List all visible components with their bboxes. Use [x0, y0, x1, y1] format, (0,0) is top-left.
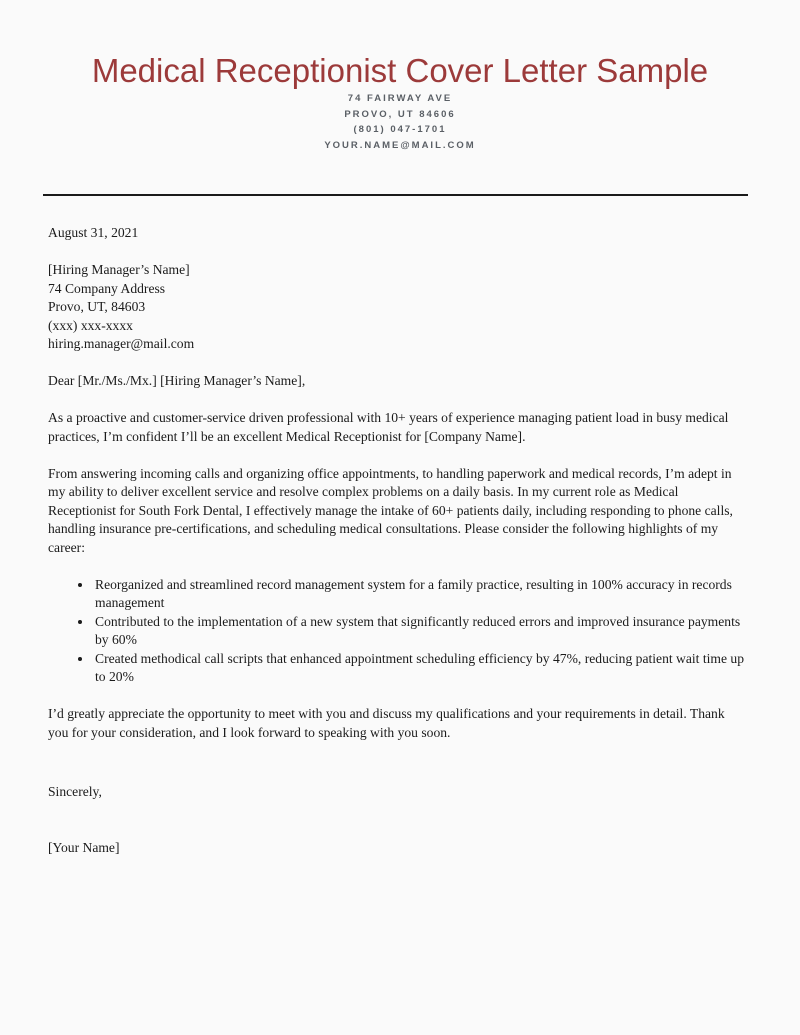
- letter-date: August 31, 2021: [48, 225, 139, 240]
- recipient-email: hiring.manager@mail.com: [48, 336, 195, 351]
- contact-info: [0, 91, 800, 153]
- recipient-city-state-zip: Provo, UT, 84603: [48, 299, 146, 314]
- paragraph-intro: As a proactive and customer-service driven professional with 10+ years of experience managing patient load in busy medical practices, I’m confident I’ll be an excellent Medical Receptionist for [Company Name].: [48, 410, 729, 444]
- header-divider: [43, 194, 748, 196]
- contact-street-address: 74 FAIRWAY AVE: [347, 93, 453, 104]
- contact-email: YOUR.NAME@MAIL.COM: [324, 139, 476, 151]
- recipient-phone: (xxx) xxx-xxxx: [48, 317, 133, 333]
- signature-name: [Your Name]: [48, 839, 120, 855]
- sign-off: Sincerely,: [48, 784, 102, 799]
- recipient-name: [Hiring Manager’s Name]: [48, 262, 190, 277]
- salutation: Dear [Mr./Ms./Mx.] [Hiring Manager’s Name],: [48, 373, 306, 388]
- letter-body: [48, 224, 748, 857]
- highlights-list: [48, 576, 748, 687]
- highlight-item-system: • Contributed to the implementation of a new system that significantly reduced errors and improved insurance payments by 60%: [93, 613, 748, 650]
- letterhead: [0, 52, 800, 196]
- contact-city-state-zip: PROVO, UT 84606: [344, 108, 456, 120]
- closing-paragraph: I’d greatly appreciate the opportunity to meet with you and discuss my qualifications and your requirements in detail. Thank you for your consideration, and I look forward to speaking with you soon.: [48, 706, 725, 740]
- recipient-block: [48, 261, 748, 354]
- paragraph-experience: From answering incoming calls and organizing office appointments, to handling paperwork and medical records, I’m adept in my ability to deliver excellent service and resolve complex problems on a daily basis. In my current role as Medical Receptionist for South Fork Dental, I effectively manage the intake of 60+ patients daily, including responding to phone calls, handling insurance pre-certifications, and scheduling medical consultations. Please consider the following highlights of my career:: [48, 465, 733, 555]
- page-title: Medical Receptionist Cover Letter Sample: [91, 52, 709, 89]
- highlight-item-call-scripts: • Created methodical call scripts that enhanced appointment scheduling efficiency by 47%, reducing patient wait time up to 20%: [93, 650, 748, 687]
- contact-phone: (801) 047-1701: [353, 124, 447, 135]
- highlight-item-records: • Reorganized and streamlined record management system for a family practice, resulting in 100% accuracy in records management: [93, 576, 748, 613]
- recipient-company-address: 74 Company Address: [48, 280, 166, 296]
